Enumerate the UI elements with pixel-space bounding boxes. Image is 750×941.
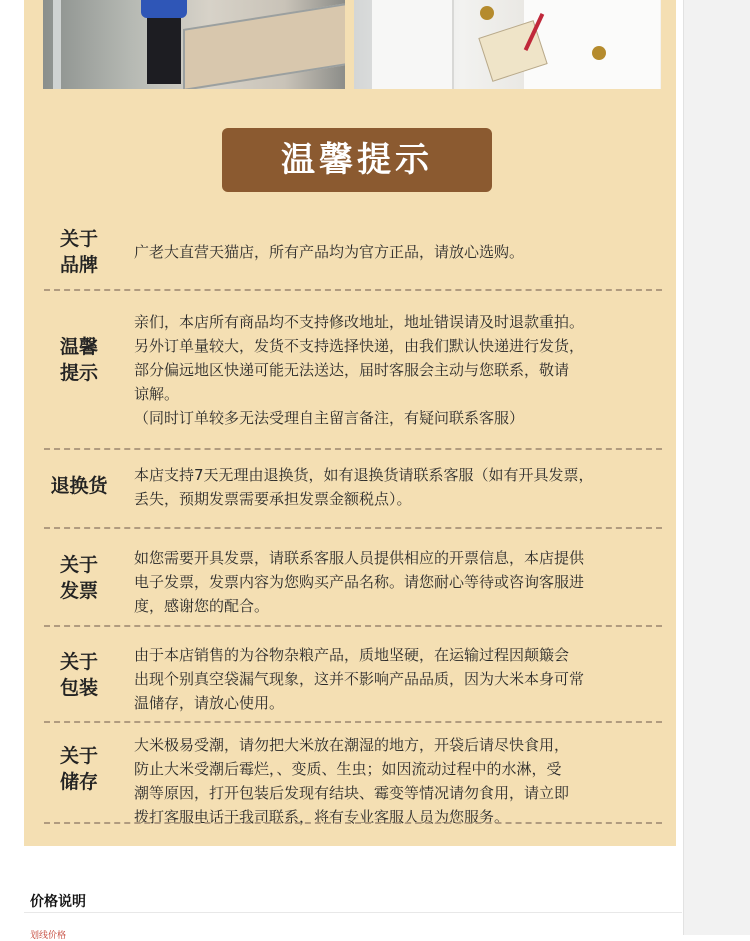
row-line: 谅解。 xyxy=(134,385,180,403)
dashed-divider xyxy=(44,289,662,291)
dashed-divider xyxy=(44,527,662,529)
notice-title: 温馨提示 xyxy=(222,128,492,192)
dashed-divider xyxy=(44,448,662,450)
row-line: 亲们，本店所有商品均不支持修改地址，地址错误请及时退款重拍。 xyxy=(134,313,585,331)
dashed-divider xyxy=(44,822,662,824)
row-label: 关于 包装 xyxy=(59,651,98,699)
row-line: 出现个别真空袋漏气现象，这并不影响产品品质，因为大米本身可常 xyxy=(134,670,585,688)
row-label: 关于 品牌 xyxy=(59,228,98,276)
row-text xyxy=(134,310,664,430)
row-line: 如您需要开具发票，请联系客服人员提供相应的开票信息，本店提供 xyxy=(134,549,585,567)
row-label: 退换货 xyxy=(50,475,108,497)
dashed-divider xyxy=(44,625,662,627)
row-line: 大米极易受潮，请勿把大米放在潮湿的地方，开袋后请尽快食用， xyxy=(134,736,570,754)
price-heading: 价格说明 xyxy=(30,894,86,910)
dashed-divider xyxy=(44,721,662,723)
row-line: 另外订单量较大，发货不支持选择快递，由我们默认快递进行发货， xyxy=(134,337,585,355)
row-line: 温储存，请放心使用。 xyxy=(134,694,285,712)
inspection-photo xyxy=(354,0,661,89)
row-line: 广老大直营天猫店，所有产品均为官方正品，请放心选购。 xyxy=(134,243,525,261)
row-line: 防止大米受潮后霉烂，、变质、生虫；如因流动过程中的水淋，受 xyxy=(134,760,562,778)
row-text xyxy=(134,240,664,264)
price-subheading: 划线价格 xyxy=(30,931,67,941)
factory-photo xyxy=(43,0,345,89)
notice-card xyxy=(24,0,676,846)
row-line: 部分偏远地区快递可能无法送达，届时客服会主动与您联系，敬请 xyxy=(134,361,570,379)
row-line: 度，感谢您的配合。 xyxy=(134,597,270,615)
row-text xyxy=(134,546,664,618)
row-line: 丢失，预期发票需要承担发票金额税点）。 xyxy=(134,490,412,508)
row-line: 拨打客服电话于我司联系，将有专业客服人员为您服务。 xyxy=(134,808,510,826)
row-text xyxy=(134,463,664,511)
row-label: 关于 发票 xyxy=(59,554,98,602)
row-text xyxy=(134,733,664,829)
row-text xyxy=(134,643,664,715)
row-line: 本店支持7天无理由退换货，如有退换货请联系客服（如有开具发票， xyxy=(134,466,594,484)
row-line: 由于本店销售的为谷物杂粮产品，质地坚硬，在运输过程因颠簸会 xyxy=(134,646,570,664)
row-line: 电子发票，发票内容为您购买产品名称。请您耐心等待或咨询客服进 xyxy=(134,573,585,591)
row-label: 温馨 提示 xyxy=(59,336,98,384)
row-label: 关于 储存 xyxy=(59,745,98,793)
row-line: （同时订单较多无法受理自主留言备注，有疑问联系客服） xyxy=(134,409,525,427)
row-line: 潮等原因，打开包装后发现有结块、霉变等情况请勿食用，请立即 xyxy=(134,784,570,802)
right-gutter xyxy=(683,0,750,935)
